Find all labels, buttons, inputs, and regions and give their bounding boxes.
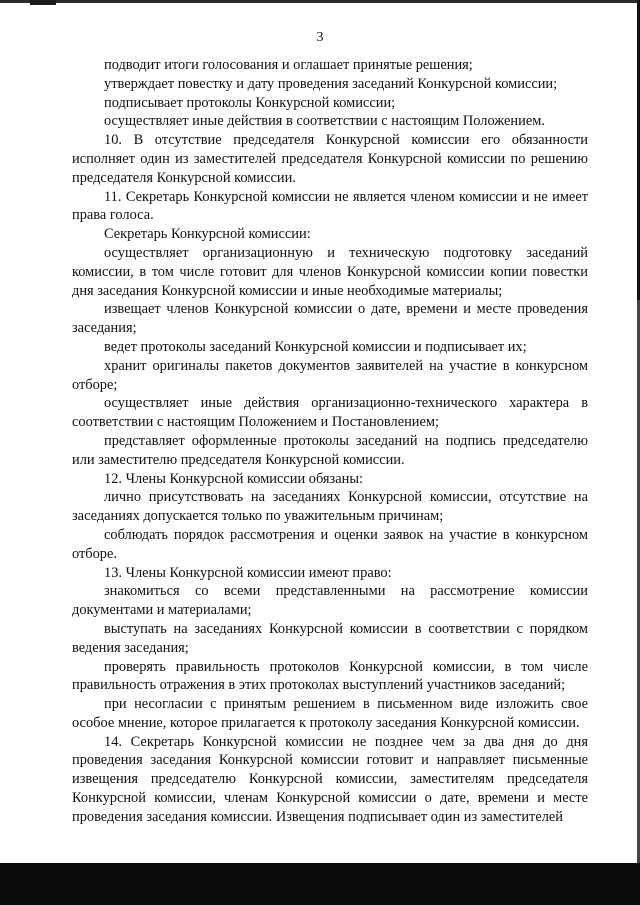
document-body [72,56,588,827]
paragraph: 14. Секретарь Конкурсной комиссии не позднее чем за два дня до дня проведения заседания Конкурсной комиссии готовит и направляет письменные извещения председателю Конкурсной комиссии, заместителям председателя Конкурсной комиссии, членам Конкурсной комиссии о дате, времени и месте проведения заседания комиссии. Извещения подписывает один из заместителей [72,733,588,825]
scan-edge-bottom [0,863,640,905]
paragraph: 10. В отсутствие председателя Конкурсной комиссии его обязанности исполняет один из заместителей председателя Конкурсной комиссии по решению председателя Конкурсной комиссии. [72,132,588,186]
paragraph: 13. Члены Конкурсной комиссии имеют право: [104,564,392,581]
paragraph: представляет оформленные протоколы заседаний на подпись председателю или заместителю председателя Конкурсной комиссии. [72,432,588,468]
paragraph: 12. Члены Конкурсной комиссии обязаны: [104,470,363,487]
paragraph: соблюдать порядок рассмотрения и оценки заявок на участие в конкурсном отборе. [72,526,588,562]
paragraph: хранит оригиналы пакетов документов заявителей на участие в конкурсном отборе; [72,357,588,393]
paragraph: проверять правильность протоколов Конкурсной комиссии, в том числе правильность отражения в этих протоколах выступлений участников заседаний; [72,658,588,694]
paragraph: Секретарь Конкурсной комиссии: [104,226,311,243]
paragraph: лично присутствовать на заседаниях Конкурсной комиссии, отсутствие на заседаниях допускается только по уважительным причинам; [72,489,588,525]
paragraph: подписывает протоколы Конкурсной комиссии; [104,94,396,111]
page-number: 3 [316,30,324,45]
paragraph: знакомиться со всеми представленными на рассмотрение комиссии документами и материалами; [72,583,588,619]
paragraph: подводит итоги голосования и оглашает принятые решения; [104,57,473,73]
paragraph: ведет протоколы заседаний Конкурсной комиссии и подписывает их; [104,338,527,355]
paragraph: осуществляет организационную и техническую подготовку заседаний комиссии, в том числе готовит для членов Конкурсной комиссии копии повестки дня заседания Конкурсной комиссии и иные необходимые материалы; [72,244,588,299]
paragraph: осуществляет иные действия в соответствии с настоящим Положением. [104,113,545,130]
paragraph: при несогласии с принятым решением в письменном виде изложить свое особое мнение, которое прилагается к протоколу заседания Конкурсной комиссии. [72,696,588,731]
paragraph: осуществляет иные действия организационно-технического характера в соответствии с настоящим Положением и Постановлением; [72,395,588,431]
paragraph: выступать на заседаниях Конкурсной комиссии в соответствии с порядком ведения заседания; [72,620,588,656]
paragraph: извещает членов Конкурсной комиссии о дате, времени и месте проведения заседания; [72,301,588,337]
scan-mark [30,0,56,5]
paragraph: утверждает повестку и дату проведения заседаний Конкурсной комиссии; [104,75,558,92]
paragraph: 11. Секретарь Конкурсной комиссии не является членом комиссии и не имеет права голоса. [72,188,588,224]
scan-edge-top [0,0,640,3]
